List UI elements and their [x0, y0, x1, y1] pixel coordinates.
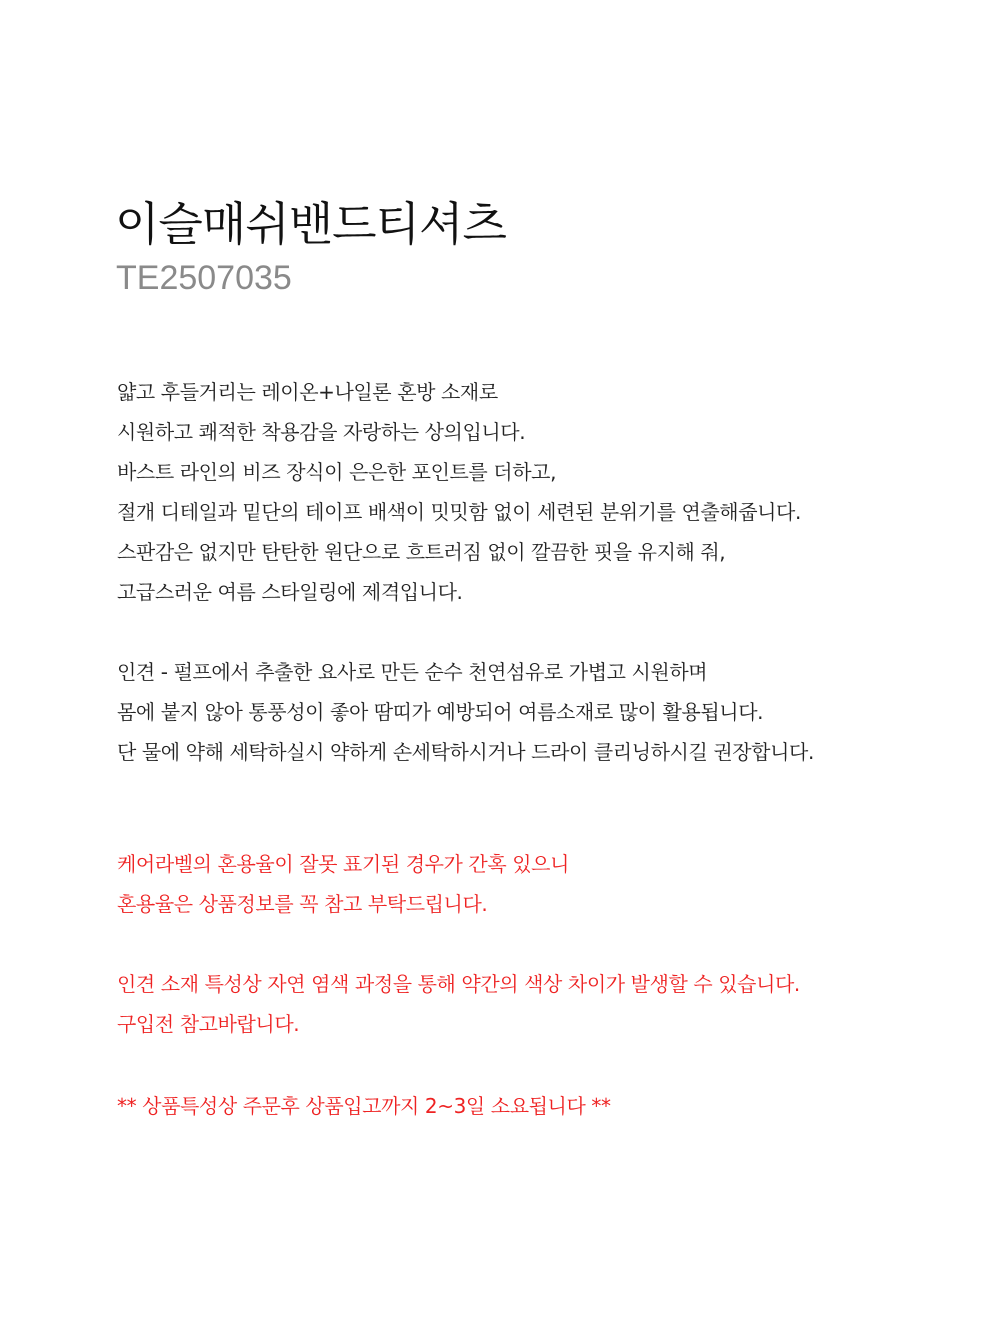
color-difference-notice — [117, 964, 800, 1044]
material-line: 인견 - 펄프에서 추출한 요사로 만든 순수 천연섬유로 가볍고 시원하며 — [117, 660, 708, 684]
notice-line: 구입전 참고바랍니다. — [117, 1012, 300, 1036]
material-line: 몸에 붙지 않아 통풍성이 좋아 땀띠가 예방되어 여름소재로 많이 활용됩니다. — [117, 700, 764, 724]
description-line: 시원하고 쾌적한 착용감을 자랑하는 상의입니다. — [117, 420, 526, 444]
notice-line: 인견 소재 특성상 자연 염색 과정을 통해 약간의 색상 차이가 발생할 수 있습니다. — [117, 972, 800, 996]
notice-line: 혼용율은 상품정보를 꼭 참고 부탁드립니다. — [117, 892, 488, 916]
notice-line: ** 상품특성상 주문후 상품입고까지 2~3일 소요됩니다 ** — [117, 1094, 611, 1118]
material-line: 단 물에 약해 세탁하실시 약하게 손세탁하시거나 드라이 클리닝하시길 권장합니다. — [117, 740, 814, 764]
product-code: TE2507035 — [116, 259, 292, 297]
care-label-notice — [117, 844, 569, 924]
delivery-notice — [117, 1086, 611, 1126]
product-description — [117, 372, 801, 612]
notice-line: 케어라벨의 혼용율이 잘못 표기된 경우가 간혹 있으니 — [117, 852, 569, 876]
description-line: 바스트 라인의 비즈 장식이 은은한 포인트를 더하고, — [117, 460, 557, 484]
product-name: 이슬매쉬밴드티셔츠 — [115, 197, 506, 251]
description-line: 스판감은 없지만 탄탄한 원단으로 흐트러짐 없이 깔끔한 핏을 유지해 줘, — [117, 540, 726, 564]
description-line: 얇고 후들거리는 레이온+나일론 혼방 소재로 — [117, 380, 498, 404]
material-info — [117, 652, 814, 772]
description-line: 고급스러운 여름 스타일링에 제격입니다. — [117, 580, 463, 604]
description-line: 절개 디테일과 밑단의 테이프 배색이 밋밋함 없이 세련된 분위기를 연출해줍니다. — [117, 500, 801, 524]
